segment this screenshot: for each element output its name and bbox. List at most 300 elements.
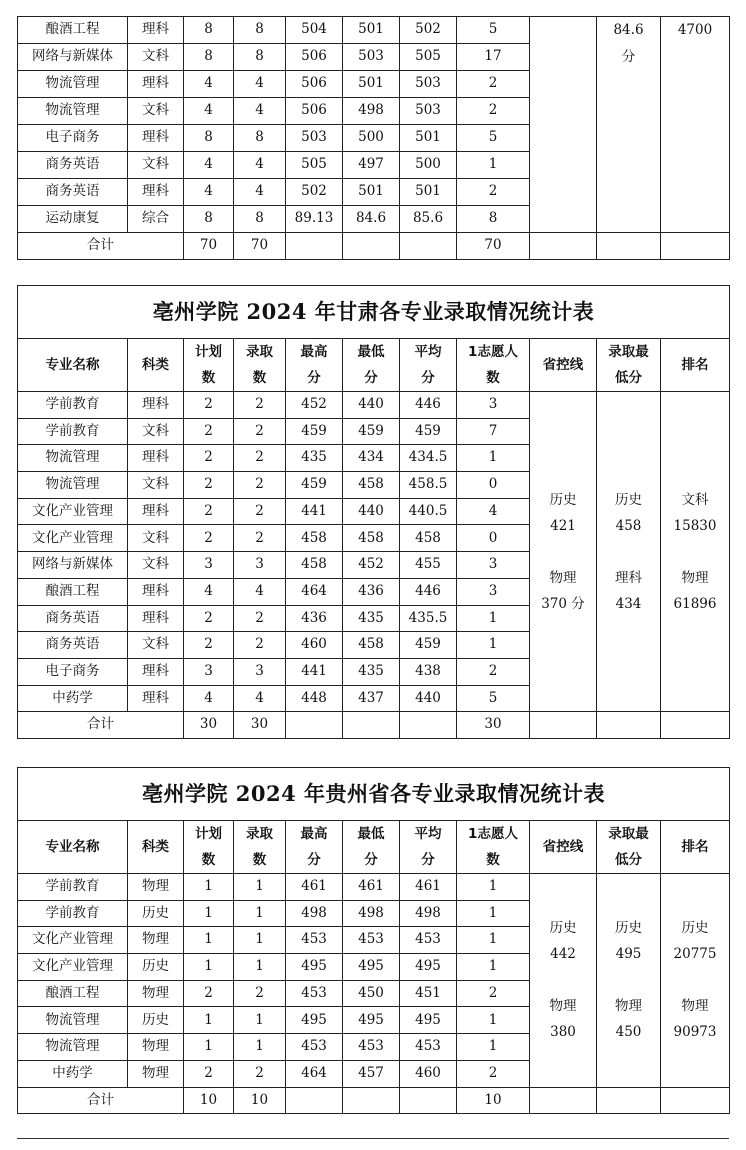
header-avg-line: 分 — [421, 852, 435, 868]
min-score: 461 — [343, 874, 400, 901]
header-min-line: 分 — [364, 370, 378, 386]
header-plan-line: 数 — [201, 370, 216, 386]
avg-score: 505 — [400, 44, 457, 71]
admitted-count: 2 — [234, 632, 286, 659]
major-name: 文化产业管理 — [18, 525, 128, 552]
plan-count: 8 — [184, 125, 234, 152]
subject-category: 文科 — [128, 98, 184, 125]
header-plan — [184, 821, 234, 874]
admitted-count: 8 — [234, 206, 286, 233]
rank-value-line: 历史 — [681, 920, 709, 937]
header-avg-line: 平均 — [414, 826, 442, 842]
major-name: 文化产业管理 — [18, 954, 128, 981]
min-score: 501 — [343, 17, 400, 44]
major-name: 运动康复 — [18, 206, 128, 233]
guizhou-admission-table — [17, 767, 730, 1114]
admit-min-value-line: 历史 — [615, 920, 642, 937]
header-min-line: 最低 — [357, 344, 385, 360]
total-label: 合计 — [18, 233, 184, 260]
page-divider — [17, 1138, 729, 1139]
plan-count: 2 — [184, 605, 234, 632]
control-value-line: 历史 — [549, 920, 577, 937]
admit-min-value-line: 434 — [615, 595, 642, 612]
min-score: 501 — [343, 179, 400, 206]
max-score: 453 — [286, 980, 343, 1007]
major-name: 商务英语 — [18, 152, 128, 179]
header-admitted — [234, 821, 286, 874]
max-score: 495 — [286, 1007, 343, 1034]
table-row — [18, 874, 730, 901]
header-first-choice-line: 1志愿人 — [468, 826, 518, 842]
major-name: 物流管理 — [18, 98, 128, 125]
plan-count: 4 — [184, 152, 234, 179]
subject-category: 理科 — [128, 578, 184, 605]
plan-count: 1 — [184, 927, 234, 954]
plan-count: 4 — [184, 179, 234, 206]
major-name: 学前教育 — [18, 392, 128, 419]
header-plan-line: 计划 — [195, 344, 222, 360]
subject-category: 物理 — [128, 927, 184, 954]
avg-score: 459 — [400, 418, 457, 445]
control-value-line: 物理 — [549, 569, 577, 586]
subject-category: 综合 — [128, 206, 184, 233]
plan-count: 1 — [184, 954, 234, 981]
header-avg — [400, 821, 457, 874]
avg-score: 460 — [400, 1060, 457, 1087]
plan-count: 4 — [184, 98, 234, 125]
min-score: 498 — [343, 900, 400, 927]
header-admit-min — [597, 339, 661, 392]
admitted-count: 2 — [234, 418, 286, 445]
avg-score: 446 — [400, 578, 457, 605]
control-value-line: 370 分 — [541, 595, 585, 612]
first-choice-count: 8 — [457, 206, 530, 233]
avg-score: 434.5 — [400, 445, 457, 472]
table-row — [18, 392, 730, 419]
header-plan — [184, 339, 234, 392]
plan-count: 1 — [184, 900, 234, 927]
max-score: 458 — [286, 525, 343, 552]
min-score: 495 — [343, 1007, 400, 1034]
first-choice-count: 1 — [457, 954, 530, 981]
first-choice-count: 0 — [457, 525, 530, 552]
min-score: 450 — [343, 980, 400, 1007]
header-major: 专业名称 — [18, 821, 128, 874]
subject-category: 文科 — [128, 152, 184, 179]
max-score: 461 — [286, 874, 343, 901]
header-row — [18, 821, 730, 874]
min-score: 501 — [343, 71, 400, 98]
avg-score: 453 — [400, 927, 457, 954]
max-score: 452 — [286, 392, 343, 419]
subject-category: 理科 — [128, 445, 184, 472]
admitted-count: 4 — [234, 71, 286, 98]
header-admitted-line: 数 — [252, 370, 267, 386]
plan-count: 8 — [184, 17, 234, 44]
header-rank: 排名 — [661, 339, 730, 392]
empty-cell — [661, 233, 730, 260]
header-min — [343, 339, 400, 392]
min-score: 457 — [343, 1060, 400, 1087]
header-admit-min — [597, 821, 661, 874]
spacer — [661, 967, 729, 993]
total-plan: 30 — [184, 712, 234, 739]
subject-category: 理科 — [128, 71, 184, 98]
header-avg-line: 平均 — [414, 344, 442, 360]
major-name: 电子商务 — [18, 658, 128, 685]
admitted-count: 1 — [234, 874, 286, 901]
plan-count: 4 — [184, 71, 234, 98]
min-score: 458 — [343, 472, 400, 499]
admitted-count: 2 — [234, 980, 286, 1007]
control-value-line: 421 — [550, 517, 576, 534]
major-name: 物流管理 — [18, 1007, 128, 1034]
subject-category: 文科 — [128, 418, 184, 445]
first-choice-count: 2 — [457, 98, 530, 125]
header-max-line: 分 — [307, 370, 321, 386]
plan-count: 1 — [184, 874, 234, 901]
max-score: 464 — [286, 1060, 343, 1087]
major-name: 商务英语 — [18, 632, 128, 659]
control-value — [530, 874, 597, 1088]
table-title: 亳州学院 2024 年甘肃各专业录取情况统计表 — [18, 286, 730, 339]
plan-count: 8 — [184, 206, 234, 233]
admit-min-value-line: 历史 — [615, 491, 642, 508]
rank-value-line: 90973 — [673, 1024, 717, 1041]
admitted-count: 4 — [234, 578, 286, 605]
avg-score: 458 — [400, 525, 457, 552]
header-max — [286, 339, 343, 392]
first-choice-count: 3 — [457, 578, 530, 605]
major-name: 文化产业管理 — [18, 498, 128, 525]
total-label: 合计 — [18, 712, 184, 739]
major-name: 文化产业管理 — [18, 927, 128, 954]
admit-min-value-line: 495 — [615, 946, 642, 963]
min-score: 497 — [343, 152, 400, 179]
header-max-line: 分 — [307, 852, 321, 868]
plan-count: 2 — [184, 525, 234, 552]
plan-count: 1 — [184, 1007, 234, 1034]
min-score: 452 — [343, 552, 400, 579]
admit-min-value-line: 458 — [615, 517, 642, 534]
max-score: 505 — [286, 152, 343, 179]
header-plan-line: 数 — [201, 852, 216, 868]
admitted-count: 4 — [234, 179, 286, 206]
header-control-line: 省控线 — [530, 339, 597, 392]
avg-score: 453 — [400, 1034, 457, 1061]
first-choice-count: 5 — [457, 685, 530, 712]
first-choice-count: 5 — [457, 17, 530, 44]
first-choice-count: 1 — [457, 152, 530, 179]
subject-category: 文科 — [128, 472, 184, 499]
header-avg — [400, 339, 457, 392]
admitted-count: 2 — [234, 498, 286, 525]
avg-score: 451 — [400, 980, 457, 1007]
first-choice-count: 2 — [457, 1060, 530, 1087]
max-score: 448 — [286, 685, 343, 712]
spacer — [661, 539, 729, 565]
header-min-line: 最低 — [357, 826, 385, 842]
admitted-count: 8 — [234, 44, 286, 71]
total-first-choice: 70 — [457, 233, 530, 260]
first-choice-count: 5 — [457, 125, 530, 152]
spacer — [530, 539, 596, 565]
plan-count: 2 — [184, 498, 234, 525]
avg-score: 503 — [400, 98, 457, 125]
subject-category: 历史 — [128, 900, 184, 927]
empty-cell — [286, 1087, 343, 1114]
total-admitted: 10 — [234, 1087, 286, 1114]
first-choice-count: 1 — [457, 605, 530, 632]
spacer — [597, 967, 660, 993]
min-score: 500 — [343, 125, 400, 152]
major-name: 商务英语 — [18, 605, 128, 632]
min-score: 459 — [343, 418, 400, 445]
header-max-line: 最高 — [300, 826, 328, 842]
avg-score: 438 — [400, 658, 457, 685]
header-max — [286, 821, 343, 874]
empty-cell — [597, 233, 661, 260]
avg-score: 459 — [400, 632, 457, 659]
first-choice-count: 2 — [457, 658, 530, 685]
plan-count: 2 — [184, 632, 234, 659]
admitted-count: 4 — [234, 152, 286, 179]
first-choice-count: 1 — [457, 927, 530, 954]
major-name: 商务英语 — [18, 179, 128, 206]
header-min — [343, 821, 400, 874]
major-name: 学前教育 — [18, 900, 128, 927]
max-score: 89.13 — [286, 206, 343, 233]
subject-category: 物理 — [128, 874, 184, 901]
total-admitted: 70 — [234, 233, 286, 260]
header-first-choice-line: 数 — [486, 370, 500, 386]
admitted-count: 2 — [234, 392, 286, 419]
admitted-count: 4 — [234, 98, 286, 125]
header-max-line: 最高 — [300, 344, 328, 360]
plan-count: 2 — [184, 418, 234, 445]
subject-category: 理科 — [128, 179, 184, 206]
avg-score: 85.6 — [400, 206, 457, 233]
subject-category: 物理 — [128, 980, 184, 1007]
max-score: 441 — [286, 658, 343, 685]
max-score: 502 — [286, 179, 343, 206]
min-score: 495 — [343, 954, 400, 981]
plan-count: 3 — [184, 552, 234, 579]
header-min-line: 分 — [364, 852, 378, 868]
first-choice-count: 1 — [457, 632, 530, 659]
major-name: 物流管理 — [18, 472, 128, 499]
avg-score: 495 — [400, 1007, 457, 1034]
admitted-count: 2 — [234, 525, 286, 552]
admitted-count: 1 — [234, 1007, 286, 1034]
min-score: 435 — [343, 658, 400, 685]
header-plan-line: 计划 — [195, 826, 222, 842]
control-value — [530, 392, 597, 712]
header-row — [18, 339, 730, 392]
total-plan: 10 — [184, 1087, 234, 1114]
major-name: 物流管理 — [18, 71, 128, 98]
max-score: 506 — [286, 71, 343, 98]
major-name: 电子商务 — [18, 125, 128, 152]
admit-min-value — [597, 392, 661, 712]
min-score: 458 — [343, 525, 400, 552]
major-name: 物流管理 — [18, 445, 128, 472]
header-category: 科类 — [128, 821, 184, 874]
max-score: 459 — [286, 418, 343, 445]
table1-body — [18, 17, 730, 260]
rank-value-line: 文科 — [681, 491, 709, 508]
max-score: 464 — [286, 578, 343, 605]
admit-min-value-line: 450 — [615, 1024, 642, 1041]
control-value-line: 380 — [550, 1024, 576, 1041]
avg-score: 455 — [400, 552, 457, 579]
header-first-choice — [457, 821, 530, 874]
subject-category: 文科 — [128, 552, 184, 579]
avg-score: 446 — [400, 392, 457, 419]
major-name: 学前教育 — [18, 874, 128, 901]
avg-score: 440 — [400, 685, 457, 712]
major-name: 酿酒工程 — [18, 980, 128, 1007]
min-score: 440 — [343, 498, 400, 525]
total-row — [18, 712, 730, 739]
admit-min-value-line: 理科 — [615, 569, 642, 586]
empty-cell — [661, 1087, 730, 1114]
min-score: 434 — [343, 445, 400, 472]
max-score: 498 — [286, 900, 343, 927]
min-score: 453 — [343, 1034, 400, 1061]
empty-cell — [530, 233, 597, 260]
avg-score: 502 — [400, 17, 457, 44]
avg-score: 498 — [400, 900, 457, 927]
admitted-count: 3 — [234, 552, 286, 579]
header-admit-min-line: 录取最 — [608, 826, 649, 842]
avg-score: 501 — [400, 125, 457, 152]
major-name: 物流管理 — [18, 1034, 128, 1061]
subject-category: 理科 — [128, 125, 184, 152]
admitted-count: 8 — [234, 17, 286, 44]
avg-score: 495 — [400, 954, 457, 981]
admitted-count: 1 — [234, 900, 286, 927]
admit-min-score-line: 84.6 — [613, 22, 644, 38]
admit-min-value — [597, 874, 661, 1088]
avg-score: 458.5 — [400, 472, 457, 499]
header-first-choice-line: 数 — [486, 852, 500, 868]
subject-category: 理科 — [128, 392, 184, 419]
major-name: 网络与新媒体 — [18, 44, 128, 71]
first-choice-count: 4 — [457, 498, 530, 525]
subject-category: 文科 — [128, 632, 184, 659]
admitted-count: 3 — [234, 658, 286, 685]
plan-count: 4 — [184, 685, 234, 712]
total-plan: 70 — [184, 233, 234, 260]
empty-cell — [530, 712, 597, 739]
min-score: 440 — [343, 392, 400, 419]
max-score: 504 — [286, 17, 343, 44]
subject-category: 历史 — [128, 1007, 184, 1034]
empty-cell — [400, 712, 457, 739]
admitted-count: 8 — [234, 125, 286, 152]
first-choice-count: 0 — [457, 472, 530, 499]
min-score: 503 — [343, 44, 400, 71]
spacer — [530, 967, 596, 993]
major-name: 酿酒工程 — [18, 578, 128, 605]
admitted-count: 2 — [234, 472, 286, 499]
header-rank: 排名 — [661, 821, 730, 874]
subject-category: 历史 — [128, 954, 184, 981]
first-choice-count: 1 — [457, 445, 530, 472]
max-score: 441 — [286, 498, 343, 525]
avg-score: 461 — [400, 874, 457, 901]
header-admitted-line: 录取 — [246, 826, 273, 842]
max-score: 460 — [286, 632, 343, 659]
major-name: 网络与新媒体 — [18, 552, 128, 579]
plan-count: 2 — [184, 392, 234, 419]
first-choice-count: 1 — [457, 900, 530, 927]
rank-value-line: 61896 — [673, 595, 717, 612]
empty-cell — [400, 233, 457, 260]
subject-category: 理科 — [128, 17, 184, 44]
first-choice-count: 2 — [457, 71, 530, 98]
plan-count: 4 — [184, 578, 234, 605]
rank-value — [661, 874, 730, 1088]
empty-cell — [597, 1087, 661, 1114]
total-label: 合计 — [18, 1087, 184, 1114]
major-name: 中药学 — [18, 685, 128, 712]
admitted-count: 1 — [234, 954, 286, 981]
empty-cell — [286, 233, 343, 260]
subject-category: 理科 — [128, 685, 184, 712]
admitted-count: 4 — [234, 685, 286, 712]
header-admit-min-line: 录取最 — [608, 344, 649, 360]
major-name: 学前教育 — [18, 418, 128, 445]
total-row — [18, 233, 730, 260]
total-admitted: 30 — [234, 712, 286, 739]
min-score: 84.6 — [343, 206, 400, 233]
control-value-line: 442 — [550, 946, 576, 963]
header-avg-line: 分 — [421, 370, 435, 386]
header-admit-min-line: 低分 — [615, 852, 642, 868]
rank-value — [661, 17, 730, 233]
max-score: 436 — [286, 605, 343, 632]
plan-count: 2 — [184, 472, 234, 499]
subject-category: 理科 — [128, 605, 184, 632]
admission-table-continued — [17, 16, 730, 260]
min-score: 435 — [343, 605, 400, 632]
min-score: 453 — [343, 927, 400, 954]
major-name: 中药学 — [18, 1060, 128, 1087]
first-choice-count: 1 — [457, 1007, 530, 1034]
subject-category: 文科 — [128, 44, 184, 71]
max-score: 453 — [286, 927, 343, 954]
max-score: 503 — [286, 125, 343, 152]
gansu-admission-table — [17, 285, 730, 739]
plan-count: 1 — [184, 1034, 234, 1061]
plan-count: 3 — [184, 658, 234, 685]
empty-cell — [343, 712, 400, 739]
admit-min-score-line: 分 — [621, 49, 636, 65]
avg-score: 503 — [400, 71, 457, 98]
empty-cell — [597, 712, 661, 739]
subject-category: 物理 — [128, 1060, 184, 1087]
header-control-line: 省控线 — [530, 821, 597, 874]
control-value-line: 物理 — [549, 998, 577, 1015]
max-score: 458 — [286, 552, 343, 579]
major-name: 酿酒工程 — [18, 17, 128, 44]
admitted-count: 1 — [234, 927, 286, 954]
first-choice-count: 3 — [457, 392, 530, 419]
subject-category: 理科 — [128, 658, 184, 685]
first-choice-count: 3 — [457, 552, 530, 579]
